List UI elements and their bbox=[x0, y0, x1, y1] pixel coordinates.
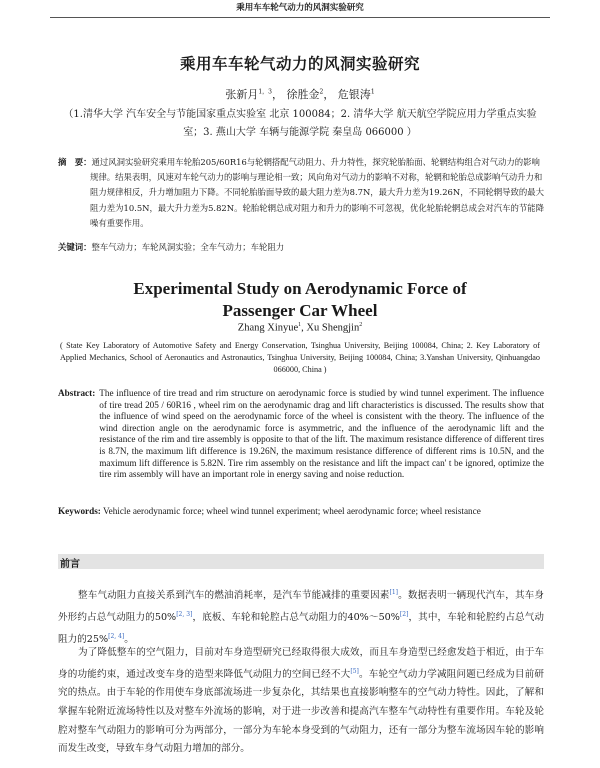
en-author-2-sup: 2 bbox=[359, 322, 363, 328]
intro-p1-text-a: 整车气动阻力直接关系到汽车的燃油消耗率，是汽车节能减排的重要因素 bbox=[78, 590, 390, 602]
cn-authors bbox=[0, 86, 600, 102]
cn-abstract-label: 摘 要： bbox=[58, 157, 92, 167]
en-author-1: Zhang Xinyue bbox=[237, 322, 299, 334]
cn-author-3: ， 危银涛 bbox=[323, 88, 371, 101]
en-author-1-sup: 1 bbox=[298, 322, 302, 328]
intro-p1-text-e: 。 bbox=[124, 633, 134, 645]
cn-author-2-sup: 2 bbox=[319, 88, 324, 96]
intro-p1-text-b: 。数据表明一辆现代汽车，其车身外形约占总气动阻力的50% bbox=[58, 590, 545, 623]
cn-affiliation-line-2: 室；3. 燕山大学 车辆与能源学院 秦皇岛 066000 ） bbox=[183, 127, 417, 138]
cn-abstract-text: 通过风洞实验研究乘用车轮胎205/60R16与轮辋搭配气动阻力、升力特性，探究轮胎胎面、轮辋结构组合对气动力的影响规律。结果表明，风速对车轮气动力的影响与理论相一致；风向角对气动力的影响不对称，轮辋和轮胎总成影响气动升力和阻力规律相反，升力增加阻力下降。不同轮胎胎面导致的最大阻力差为8.7N，最大升力差为19.26N，不同轮辋导致的最大阻力差为10.5N，最大升力差为5.82N。轮胎轮辋总成对阻力和升力的影响不可忽视，优化轮胎轮辋总成会对汽车的节能降噪有重要作用。 bbox=[90, 157, 544, 228]
en-abstract-text: The influence of tire tread and rim structure on aerodynamic force is studied by wind tunnel experiment. The influence of tire tread 205 / 60R16 , wheel rim on the aerodynamic drag and lift characteristics is discussed. The results show that the influence of wind speed on the aerodynamic force of the wheel is consistent with the theory. The influence of the wind direction angle on the aerodynamic force is asymmetric, and the influence of the aerodynamic lift and the resistance of the rim and tire assembly is opposite to that of the lift. The maximum resistance difference of different tires is 8.7N, the maximum lift difference is 19.26N, the maximum resistance difference of different rims is 10.5N, and the maximum lift difference is 5.82N. Tire rim assembly on the resistance and lift the impact can' t be ignored, optimize the tire rim assembly will have an important role in energy saving and noise reduction. bbox=[99, 388, 544, 480]
intro-p2-text-a: 为了降低整车的空气阻力，目前对车身造型研究已经取得很大成效，而且车身造型已经愈发趋于相近，由于车身的功能约束，通过改变车身的造型来降低气动阻力的空间已经不大 bbox=[58, 647, 544, 680]
cn-affiliation bbox=[60, 106, 540, 142]
en-title-line-2: Passenger Car Wheel bbox=[222, 301, 378, 320]
citation-ref[interactable]: [2, 4] bbox=[108, 632, 125, 640]
en-abstract bbox=[58, 388, 544, 481]
cn-title: 乘用车车轮气动力的风洞实验研究 bbox=[179, 54, 420, 73]
section-title: 前言 bbox=[60, 559, 80, 570]
cn-author-3-sup: 1 bbox=[370, 88, 375, 96]
cn-keywords-label: 关键词： bbox=[58, 242, 92, 252]
running-head: 乘用车车轮气动力的风洞实验研究 bbox=[236, 3, 364, 13]
cn-affiliation-line-1: （1.清华大学 汽车安全与节能国家重点实验室 北京 100084；2. 清华大学 航天航空学院应用力学重点实验 bbox=[63, 109, 537, 120]
en-keywords bbox=[58, 506, 544, 516]
cn-keywords-text: 整车气动力；车轮风洞实验；全车气动力；车轮阻力 bbox=[91, 242, 285, 252]
intro-paragraph-2 bbox=[58, 644, 544, 759]
en-title-line-1: Experimental Study on Aerodynamic Force of bbox=[133, 279, 467, 298]
cn-author-2: ， 徐胜金 bbox=[271, 88, 320, 101]
en-author-2: , Xu Shengjin bbox=[301, 322, 360, 334]
en-keywords-label: Keywords: bbox=[58, 506, 101, 516]
en-abstract-label: Abstract: bbox=[58, 388, 96, 398]
cn-abstract bbox=[58, 155, 544, 231]
cn-keywords bbox=[58, 240, 544, 255]
en-affiliation: ( State Key Laboratory of Automotive Safety and Energy Conservation, Tsinghua University, Beijing 100084, China; 2. Key Laboratory of Applied Mechanics, School of Aeronautics and Astronautics, Tsinghua University, Beijing 100084, China; 3.Yanshan University, Qinhuangdao 066000, China ) bbox=[60, 341, 540, 374]
intro-p2-text-b: 。车轮空气动力学减阻问题已经成为目前研究的热点。由于车轮的作用使车身底部流场进一步复杂化，其结果也直接影响整车的空气动力特性。因此，了解和掌握车轮附近流场特性以及对整车外流场的影响，对于进一步改善和提高汽车整车气动特性有重要作用。车轮及轮腔对整车气动阻力的影响可分为两部分，一部分为车轮本身受到的气动阻力，还有一部分为整车流场因车轮的影响而发生改变，导致车身气动阻力增加的部分。 bbox=[58, 668, 545, 755]
cn-author-1: 张新月 bbox=[225, 88, 259, 101]
citation-ref[interactable]: [2] bbox=[399, 610, 409, 618]
intro-p1-text-d: ，其中，车轮和轮腔约占总气动阻力的25% bbox=[58, 611, 545, 645]
header-rule bbox=[50, 17, 550, 18]
en-title bbox=[0, 278, 600, 322]
citation-ref[interactable]: [1] bbox=[389, 589, 398, 596]
citation-ref[interactable]: [2, 3] bbox=[176, 610, 193, 618]
citation-ref[interactable]: [5] bbox=[350, 667, 359, 675]
intro-paragraph-1 bbox=[58, 584, 544, 649]
en-authors bbox=[0, 322, 600, 334]
en-keywords-text: Vehicle aerodynamic force; wheel wind tunnel experiment; wheel aerodynamic force; wheel resistance bbox=[100, 506, 481, 516]
cn-author-1-sup: 1，3 bbox=[258, 88, 272, 96]
section-bar bbox=[58, 554, 544, 569]
intro-p1-text-c: ，底板、车轮和轮腔占总气动阻力的40%～50% bbox=[192, 611, 400, 623]
